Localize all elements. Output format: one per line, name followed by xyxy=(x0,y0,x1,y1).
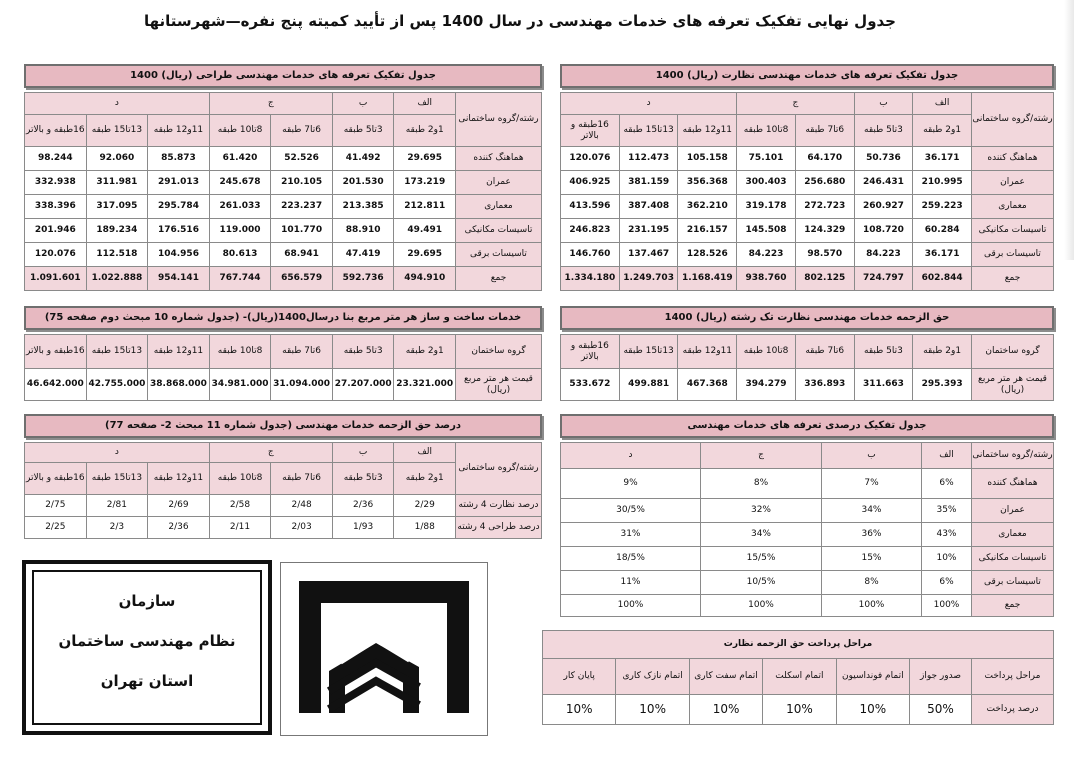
construction-table xyxy=(24,306,542,401)
cell: 34% xyxy=(822,499,922,523)
stage-header: اتمام نازک کاری xyxy=(616,659,689,695)
cell: 85.873 xyxy=(148,147,210,171)
floor-header: 1و2 طبقه xyxy=(394,335,456,369)
cell: 2/69 xyxy=(148,495,210,517)
floor-header: 16طبقه و بالاتر xyxy=(561,335,620,369)
cell: 27.207.000 xyxy=(332,369,394,401)
percent-row-header: رشته/گروه ساختمانی xyxy=(972,443,1054,469)
cell: 394.279 xyxy=(737,369,796,401)
cell: 84.223 xyxy=(737,243,796,267)
cell: 50.736 xyxy=(854,147,913,171)
floor-header: 6تا7 طبقه xyxy=(271,463,333,495)
row-label: عمران xyxy=(972,499,1054,523)
cell: 802.125 xyxy=(795,267,854,291)
cell: 101.770 xyxy=(271,219,333,243)
group-header: د xyxy=(25,93,210,115)
cell: 36.171 xyxy=(913,243,972,267)
row-label: قیمت هر متر مربع (ریال) xyxy=(972,369,1054,401)
floor-header: 1و2 طبقه xyxy=(913,335,972,369)
cell: 938.760 xyxy=(737,267,796,291)
fee-table xyxy=(560,306,1054,401)
cell: 10% xyxy=(689,695,762,725)
organization-emblem-icon xyxy=(280,562,488,736)
table-row xyxy=(561,571,1054,595)
table-row xyxy=(25,195,542,219)
floor-header: 16طبقه و بالاتر xyxy=(25,115,87,147)
table-row xyxy=(543,695,1054,725)
cell: 60.284 xyxy=(913,219,972,243)
percent-fee-table-title: درصد حق الزحمه خدمات مهندسی (جدول شماره 11 مبحث 2- صفحه 77) xyxy=(24,414,542,438)
cell: 38.868.000 xyxy=(148,369,210,401)
row-label: درصد پرداخت xyxy=(972,695,1054,725)
cell: 467.368 xyxy=(678,369,737,401)
group-header: ج xyxy=(701,443,822,469)
group-header: الف xyxy=(394,443,456,463)
row-label: معماری xyxy=(972,195,1054,219)
cell: 494.910 xyxy=(394,267,456,291)
table-row xyxy=(561,243,1054,267)
group-header: ج xyxy=(209,93,332,115)
fee-table-title: حق الزحمه خدمات مهندسی نظارت تک رشته (ریال) 1400 xyxy=(560,306,1054,330)
table-row xyxy=(561,523,1054,547)
table-row xyxy=(25,147,542,171)
cell: 592.736 xyxy=(332,267,394,291)
cell: 15% xyxy=(822,547,922,571)
row-label: تاسیسات مکانیکی xyxy=(972,547,1054,571)
floor-header: 11و12 طبقه xyxy=(148,335,210,369)
table-row xyxy=(25,267,542,291)
design-table xyxy=(24,64,542,291)
construction-row-header: گروه ساختمان xyxy=(456,335,542,369)
cell: 124.329 xyxy=(795,219,854,243)
cell: 52.526 xyxy=(271,147,333,171)
group-header: ب xyxy=(332,443,394,463)
fee-row-header: گروه ساختمان xyxy=(972,335,1054,369)
cell: 34.981.000 xyxy=(209,369,271,401)
cell: 245.678 xyxy=(209,171,271,195)
organization-line-1: سازمان xyxy=(118,592,176,610)
cell: 1/88 xyxy=(394,517,456,539)
cell: 2/11 xyxy=(209,517,271,539)
row-label: عمران xyxy=(456,171,542,195)
cell: 128.526 xyxy=(678,243,737,267)
floor-header: 3تا5 طبقه xyxy=(332,335,394,369)
cell: 332.938 xyxy=(25,171,87,195)
floor-header: 13تا15 طبقه xyxy=(619,115,678,147)
cell: 201.946 xyxy=(25,219,87,243)
cell: 34% xyxy=(701,523,822,547)
row-label: درصد طراحی 4 رشته xyxy=(456,517,542,539)
organization-name-box xyxy=(22,560,272,735)
cell: 30/5% xyxy=(561,499,701,523)
floor-header: 11و12 طبقه xyxy=(148,463,210,495)
cell: 311.981 xyxy=(86,171,148,195)
cell: 145.508 xyxy=(737,219,796,243)
cell: 98.570 xyxy=(795,243,854,267)
cell: 84.223 xyxy=(854,243,913,267)
floor-header: 3تا5 طبقه xyxy=(332,463,394,495)
row-label: هماهنگ کننده xyxy=(456,147,542,171)
floor-header: 6تا7 طبقه xyxy=(271,115,333,147)
cell: 231.195 xyxy=(619,219,678,243)
payment-stages-table xyxy=(542,630,1054,725)
cell: 295.784 xyxy=(148,195,210,219)
floor-header: 6تا7 طبقه xyxy=(795,115,854,147)
cell: 9% xyxy=(561,469,701,499)
cell: 100% xyxy=(922,595,972,617)
percent-split-table-title: جدول تفکیک درصدی تعرفه های خدمات مهندسی xyxy=(560,414,1054,438)
cell: 10% xyxy=(763,695,836,725)
percent-fee-row-header: رشته/گروه ساختمانی xyxy=(456,443,542,495)
cell: 201.530 xyxy=(332,171,394,195)
group-header: ج xyxy=(209,443,332,463)
cell: 300.403 xyxy=(737,171,796,195)
cell: 46.642.000 xyxy=(25,369,87,401)
payment-header-label: مراحل پرداخت xyxy=(972,659,1054,695)
cell: 42.755.000 xyxy=(86,369,148,401)
cell: 176.516 xyxy=(148,219,210,243)
supervision-row-header: رشته/گروه ساختمانی xyxy=(972,93,1054,147)
cell: 213.385 xyxy=(332,195,394,219)
cell: 173.219 xyxy=(394,171,456,195)
table-row xyxy=(25,517,542,539)
floor-header: 13تا15 طبقه xyxy=(86,335,148,369)
row-label: تاسیسات برقی xyxy=(456,243,542,267)
cell: 210.105 xyxy=(271,171,333,195)
percent-fee-table xyxy=(24,414,542,539)
group-header: الف xyxy=(922,443,972,469)
table-row xyxy=(561,171,1054,195)
table-row xyxy=(561,369,1054,401)
cell: 413.596 xyxy=(561,195,620,219)
construction-table-title: خدمات ساخت و ساز هر متر مربع بنا درسال1400(ریال)- (جدول شماره 10 مبحث دوم صفحه 75) xyxy=(24,306,542,330)
stage-header: پایان کار xyxy=(543,659,616,695)
table-row xyxy=(561,147,1054,171)
cell: 68.941 xyxy=(271,243,333,267)
floor-header: 1و2 طبقه xyxy=(913,115,972,147)
table-row xyxy=(561,547,1054,571)
row-label: عمران xyxy=(972,171,1054,195)
cell: 100% xyxy=(561,595,701,617)
cell: 356.368 xyxy=(678,171,737,195)
table-row xyxy=(25,495,542,517)
cell: 15/5% xyxy=(701,547,822,571)
cell: 41.492 xyxy=(332,147,394,171)
floor-header: 8تا10 طبقه xyxy=(737,115,796,147)
cell: 406.925 xyxy=(561,171,620,195)
cell: 35% xyxy=(922,499,972,523)
row-label: تاسیسات مکانیکی xyxy=(456,219,542,243)
percent-split-table xyxy=(560,414,1054,617)
cell: 2/29 xyxy=(394,495,456,517)
table-row xyxy=(25,219,542,243)
cell: 10% xyxy=(543,695,616,725)
cell: 2/36 xyxy=(148,517,210,539)
cell: 212.811 xyxy=(394,195,456,219)
table-row xyxy=(561,595,1054,617)
cell: 88.910 xyxy=(332,219,394,243)
cell: 49.491 xyxy=(394,219,456,243)
cell: 47.419 xyxy=(332,243,394,267)
cell: 92.060 xyxy=(86,147,148,171)
cell: 602.844 xyxy=(913,267,972,291)
cell: 656.579 xyxy=(271,267,333,291)
cell: 499.881 xyxy=(619,369,678,401)
page-title: جدول نهایی تفکیک تعرفه های خدمات مهندسی در سال 1400 پس از تأیید کمیته پنج نفره—شهرستانها xyxy=(144,12,896,30)
cell: 100% xyxy=(822,595,922,617)
stage-header: اتمام اسکلت xyxy=(763,659,836,695)
cell: 120.076 xyxy=(25,243,87,267)
floor-header: 3تا5 طبقه xyxy=(332,115,394,147)
floor-header: 11و12 طبقه xyxy=(678,115,737,147)
table-row xyxy=(25,171,542,195)
table-row xyxy=(561,499,1054,523)
floor-header: 6تا7 طبقه xyxy=(271,335,333,369)
row-label: هماهنگ کننده xyxy=(972,469,1054,499)
cell: 112.518 xyxy=(86,243,148,267)
floor-header: 11و12 طبقه xyxy=(148,115,210,147)
cell: 137.467 xyxy=(619,243,678,267)
group-header: د xyxy=(25,443,210,463)
floor-header: 1و2 طبقه xyxy=(394,115,456,147)
cell: 36.171 xyxy=(913,147,972,171)
cell: 31% xyxy=(561,523,701,547)
cell: 2/3 xyxy=(86,517,148,539)
cell: 381.159 xyxy=(619,171,678,195)
cell: 36% xyxy=(822,523,922,547)
cell: 387.408 xyxy=(619,195,678,219)
floor-header: 16طبقه و بالاتر xyxy=(25,335,87,369)
cell: 119.000 xyxy=(209,219,271,243)
group-header: ب xyxy=(332,93,394,115)
group-header: ج xyxy=(737,93,854,115)
table-row xyxy=(561,469,1054,499)
row-label: قیمت هر متر مربع (ریال) xyxy=(456,369,542,401)
cell: 98.244 xyxy=(25,147,87,171)
supervision-table-title: جدول تفکیک تعرفه های خدمات مهندسی نظارت (ریال) 1400 xyxy=(560,64,1054,88)
floor-header: 8تا10 طبقه xyxy=(209,115,271,147)
design-row-header: رشته/گروه ساختمانی xyxy=(456,93,542,147)
table-row xyxy=(561,219,1054,243)
cell: 108.720 xyxy=(854,219,913,243)
table-row xyxy=(561,267,1054,291)
cell: 295.393 xyxy=(913,369,972,401)
cell: 32% xyxy=(701,499,822,523)
row-label: معماری xyxy=(456,195,542,219)
cell: 311.663 xyxy=(854,369,913,401)
cell: 2/58 xyxy=(209,495,271,517)
cell: 317.095 xyxy=(86,195,148,219)
cell: 272.723 xyxy=(795,195,854,219)
organization-line-3: استان تهران xyxy=(100,672,194,690)
group-header: ب xyxy=(822,443,922,469)
cell: 31.094.000 xyxy=(271,369,333,401)
group-header: ب xyxy=(854,93,913,115)
row-label: درصد نظارت 4 رشته xyxy=(456,495,542,517)
cell: 6% xyxy=(922,469,972,499)
cell: 100% xyxy=(701,595,822,617)
cell: 1.168.419 xyxy=(678,267,737,291)
cell: 291.013 xyxy=(148,171,210,195)
cell: 338.396 xyxy=(25,195,87,219)
floor-header: 3تا5 طبقه xyxy=(854,335,913,369)
table-row xyxy=(25,369,542,401)
cell: 319.178 xyxy=(737,195,796,219)
cell: 23.321.000 xyxy=(394,369,456,401)
row-label: هماهنگ کننده xyxy=(972,147,1054,171)
cell: 261.033 xyxy=(209,195,271,219)
floor-header: 8تا10 طبقه xyxy=(209,463,271,495)
cell: 533.672 xyxy=(561,369,620,401)
cell: 210.995 xyxy=(913,171,972,195)
cell: 2/03 xyxy=(271,517,333,539)
floor-header: 13تا15 طبقه xyxy=(86,463,148,495)
row-label: جمع xyxy=(456,267,542,291)
cell: 80.613 xyxy=(209,243,271,267)
cell: 954.141 xyxy=(148,267,210,291)
floor-header: 13تا15 طبقه xyxy=(86,115,148,147)
cell: 1.334.180 xyxy=(561,267,620,291)
cell: 2/36 xyxy=(332,495,394,517)
stage-header: اتمام فونداسیون xyxy=(836,659,909,695)
row-label: جمع xyxy=(972,595,1054,617)
cell: 336.893 xyxy=(795,369,854,401)
cell: 724.797 xyxy=(854,267,913,291)
cell: 2/25 xyxy=(25,517,87,539)
cell: 43% xyxy=(922,523,972,547)
cell: 1.022.888 xyxy=(86,267,148,291)
cell: 29.695 xyxy=(394,243,456,267)
group-header: الف xyxy=(394,93,456,115)
row-label: جمع xyxy=(972,267,1054,291)
cell: 11% xyxy=(561,571,701,595)
cell: 362.210 xyxy=(678,195,737,219)
cell: 61.420 xyxy=(209,147,271,171)
cell: 104.956 xyxy=(148,243,210,267)
cell: 50% xyxy=(910,695,972,725)
cell: 2/48 xyxy=(271,495,333,517)
cell: 1/93 xyxy=(332,517,394,539)
cell: 10% xyxy=(836,695,909,725)
scroll-edge-shadow xyxy=(1064,0,1074,260)
table-row xyxy=(25,243,542,267)
row-label: معماری xyxy=(972,523,1054,547)
floor-header: 8تا10 طبقه xyxy=(209,335,271,369)
cell: 75.101 xyxy=(737,147,796,171)
cell: 2/75 xyxy=(25,495,87,517)
floor-header: 13تا15 طبقه xyxy=(619,335,678,369)
cell: 120.076 xyxy=(561,147,620,171)
cell: 6% xyxy=(922,571,972,595)
cell: 246.823 xyxy=(561,219,620,243)
cell: 18/5% xyxy=(561,547,701,571)
stage-header: اتمام سفت کاری xyxy=(689,659,762,695)
floor-header: 16طبقه و بالاتر xyxy=(561,115,620,147)
cell: 256.680 xyxy=(795,171,854,195)
floor-header: 1و2 طبقه xyxy=(394,463,456,495)
table-row xyxy=(561,195,1054,219)
cell: 146.760 xyxy=(561,243,620,267)
payment-stages-title: مراحل پرداخت حق الزحمه نظارت xyxy=(543,631,1054,659)
cell: 29.695 xyxy=(394,147,456,171)
cell: 1.091.601 xyxy=(25,267,87,291)
group-header: د xyxy=(561,93,737,115)
cell: 7% xyxy=(822,469,922,499)
group-header: د xyxy=(561,443,701,469)
row-label: تاسیسات مکانیکی xyxy=(972,219,1054,243)
cell: 767.744 xyxy=(209,267,271,291)
cell: 10% xyxy=(616,695,689,725)
cell: 260.927 xyxy=(854,195,913,219)
cell: 10% xyxy=(922,547,972,571)
floor-header: 6تا7 طبقه xyxy=(795,335,854,369)
stage-header: صدور جواز xyxy=(910,659,972,695)
cell: 2/81 xyxy=(86,495,148,517)
design-table-title: جدول تفکیک تعرفه های خدمات مهندسی طراحی (ریال) 1400 xyxy=(24,64,542,88)
cell: 8% xyxy=(822,571,922,595)
group-header: الف xyxy=(913,93,972,115)
organization-line-2: نظام مهندسی ساختمان xyxy=(58,632,236,650)
cell: 105.158 xyxy=(678,147,737,171)
cell: 216.157 xyxy=(678,219,737,243)
cell: 1.249.703 xyxy=(619,267,678,291)
row-label: تاسیسات برقی xyxy=(972,243,1054,267)
cell: 223.237 xyxy=(271,195,333,219)
cell: 246.431 xyxy=(854,171,913,195)
cell: 64.170 xyxy=(795,147,854,171)
row-label: تاسیسات برقی xyxy=(972,571,1054,595)
floor-header: 11و12 طبقه xyxy=(678,335,737,369)
floor-header: 8تا10 طبقه xyxy=(737,335,796,369)
cell: 8% xyxy=(701,469,822,499)
cell: 189.234 xyxy=(86,219,148,243)
cell: 112.473 xyxy=(619,147,678,171)
cell: 10/5% xyxy=(701,571,822,595)
floor-header: 3تا5 طبقه xyxy=(854,115,913,147)
supervision-table xyxy=(560,64,1054,291)
floor-header: 16طبقه و بالاتر xyxy=(25,463,87,495)
cell: 259.223 xyxy=(913,195,972,219)
